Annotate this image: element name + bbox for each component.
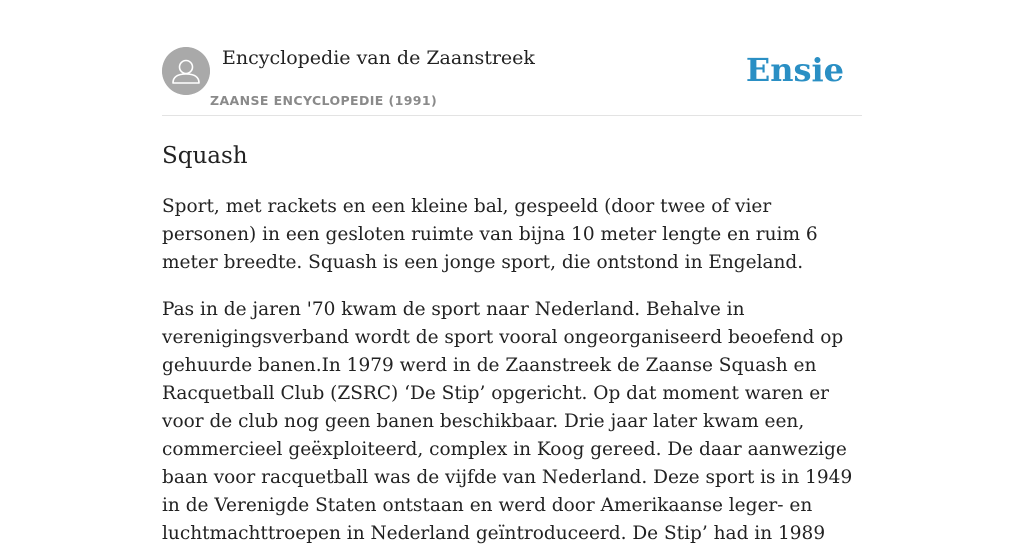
article-title: Squash [162, 143, 248, 169]
source-header [162, 0, 862, 116]
brand-logo[interactable]: Ensie [745, 51, 844, 89]
page [162, 0, 862, 548]
avatar[interactable] [162, 47, 210, 95]
article-paragraph: Pas in de jaren '70 kwam de sport naar Nederland. Behalve in verenigingsverband wordt de sport vooral ongeorganiseerd beoefend op gehuurde banen.In 1979 werd in de Zaanstreek de Zaanse Squash en Racquetball Club (ZSRC) ‘De Stip’ opgericht. Op dat moment waren er voor de club nog geen banen beschikbaar. Drie jaar later kwam een, commercieel geëxploiteerd, complex in Koog gereed. De daar aanwezige baan voor racquetball was de vijfde van Nederland. Deze sport is in 1949 in de Verenigde Staten ontstaan en werd door Amerikaanse leger- en luchtmachttroepen in Nederland geïntroduceerd. De Stip’ had in 1989 [162, 299, 853, 544]
source-title[interactable]: Encyclopedie van de Zaanstreek [222, 47, 535, 69]
user-silhouette-icon [162, 47, 210, 95]
article-paragraph: Sport, met rackets en een kleine bal, gespeeld (door twee of vier personen) in een gesloten ruimte van bijna 10 meter lengte en ruim 6 meter breedte. Squash is een jonge sport, die ontstond in Engeland. [162, 196, 818, 273]
source-subtitle: ZAANSE ENCYCLOPEDIE (1991) [210, 93, 438, 108]
